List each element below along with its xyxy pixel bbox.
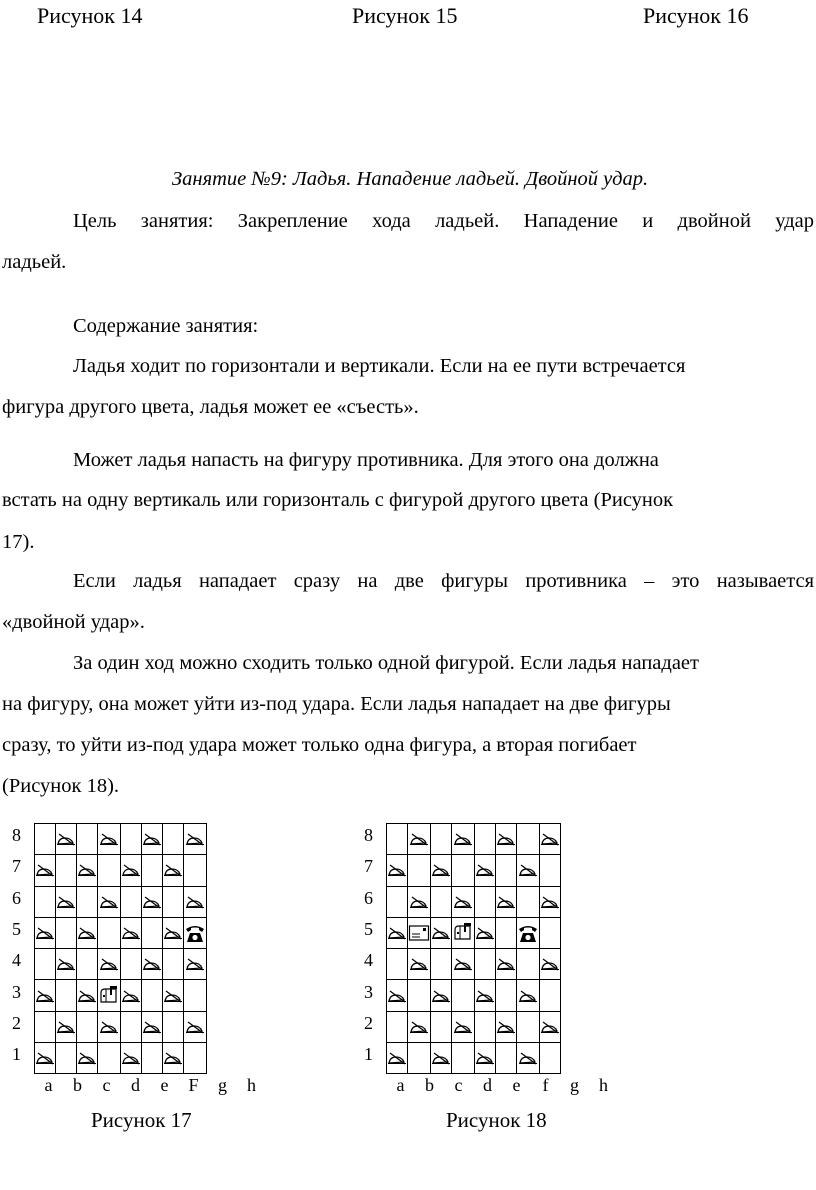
square-c8 <box>77 824 98 855</box>
square-mark-icon <box>518 989 538 1003</box>
square-mark-icon <box>540 957 560 971</box>
paragraph-1-line-1: Ладья ходит по горизонтали и вертикали. Если на ее пути встречается <box>73 355 686 377</box>
mailbox-icon <box>452 922 474 944</box>
square-mark-icon <box>56 1020 76 1034</box>
square-a4 <box>35 949 56 980</box>
square-h8 <box>540 824 561 855</box>
square-h1 <box>184 1043 207 1074</box>
file-label: F <box>188 1075 199 1095</box>
rank-label: 2 <box>364 1012 373 1033</box>
square-f1 <box>496 1043 517 1074</box>
rank-label: 4 <box>12 950 21 971</box>
square-e5 <box>475 917 496 948</box>
square-mark-icon <box>77 1051 97 1065</box>
square-mark-icon <box>518 863 538 877</box>
square-a7 <box>387 855 408 886</box>
square-e8 <box>121 824 142 855</box>
square-a4 <box>387 949 408 980</box>
square-mark-icon <box>453 895 473 909</box>
square-e6 <box>121 886 142 917</box>
mailbox-icon <box>98 985 120 1007</box>
paragraph-3-line-1: Если ладья нападает сразу на две фигуры противника – это называется <box>73 570 814 592</box>
square-e3 <box>475 980 496 1011</box>
square-b5 <box>408 917 431 948</box>
square-mark-icon <box>540 832 560 846</box>
square-b3 <box>56 980 77 1011</box>
square-mark-icon <box>475 926 495 940</box>
square-c2 <box>431 1011 452 1042</box>
square-mark-icon <box>77 989 97 1003</box>
file-label: e <box>512 1075 521 1095</box>
square-mark-icon <box>518 1051 538 1065</box>
square-a3 <box>35 980 56 1011</box>
square-mark-icon <box>185 957 205 971</box>
square-g4 <box>517 949 540 980</box>
square-c1 <box>77 1043 98 1074</box>
square-mark-icon <box>163 1051 183 1065</box>
square-mark-icon <box>121 1051 141 1065</box>
square-a5 <box>35 917 56 948</box>
rank-label: 1 <box>364 1044 373 1065</box>
square-h3 <box>184 980 207 1011</box>
square-h5 <box>184 917 207 948</box>
telephone-icon <box>184 922 206 944</box>
square-mark-icon <box>496 895 516 909</box>
square-mark-icon <box>99 1020 119 1034</box>
square-d5 <box>98 917 121 948</box>
square-g4 <box>163 949 184 980</box>
square-h1 <box>540 1043 561 1074</box>
square-mark-icon <box>453 1020 473 1034</box>
square-h5 <box>540 917 561 948</box>
figure-caption-15: Рисунок 15 <box>352 3 458 28</box>
square-e3 <box>121 980 142 1011</box>
square-mark-icon <box>142 957 162 971</box>
rank-label: 6 <box>12 887 21 908</box>
square-mark-icon <box>56 957 76 971</box>
rank-label: 8 <box>12 825 21 845</box>
square-d8 <box>452 824 475 855</box>
square-mark-icon <box>387 989 407 1003</box>
square-h4 <box>184 949 207 980</box>
square-g5 <box>163 917 184 948</box>
square-h7 <box>184 855 207 886</box>
telephone-icon <box>517 922 539 944</box>
square-d7 <box>452 855 475 886</box>
square-mark-icon <box>431 1051 451 1065</box>
board-caption-18: Рисунок 18 <box>446 1108 547 1132</box>
rank-label: 5 <box>364 918 373 939</box>
square-e6 <box>475 886 496 917</box>
square-b2 <box>56 1011 77 1042</box>
square-mark-icon <box>409 895 429 909</box>
square-f6 <box>496 886 517 917</box>
file-label: d <box>483 1075 492 1095</box>
square-mark-icon <box>409 1020 429 1034</box>
square-mark-icon <box>185 1020 205 1034</box>
square-c4 <box>431 949 452 980</box>
square-d2 <box>452 1011 475 1042</box>
square-e7 <box>475 855 496 886</box>
square-b1 <box>56 1043 77 1074</box>
square-f3 <box>142 980 163 1011</box>
square-h4 <box>540 949 561 980</box>
file-label: a <box>44 1075 53 1095</box>
rank-label: 3 <box>12 981 21 1002</box>
square-e2 <box>121 1011 142 1042</box>
square-g7 <box>517 855 540 886</box>
square-d5 <box>452 917 475 948</box>
lesson-title: Занятие №9: Ладья. Нападение ладьей. Двойной удар. <box>172 168 649 190</box>
rank-label: 7 <box>364 856 373 877</box>
square-g8 <box>163 824 184 855</box>
square-e4 <box>121 949 142 980</box>
board-grid <box>386 823 561 1074</box>
square-d7 <box>98 855 121 886</box>
figure-caption-16: Рисунок 16 <box>643 3 749 28</box>
square-mark-icon <box>185 895 205 909</box>
square-f8 <box>496 824 517 855</box>
rank-label: 6 <box>364 887 373 908</box>
square-mark-icon <box>163 989 183 1003</box>
rank-label: 4 <box>364 950 373 971</box>
square-b4 <box>56 949 77 980</box>
square-d8 <box>98 824 121 855</box>
square-e2 <box>475 1011 496 1042</box>
square-c5 <box>77 917 98 948</box>
goal-line-2: ладьей. <box>2 251 67 273</box>
square-f7 <box>142 855 163 886</box>
square-a2 <box>387 1011 408 1042</box>
square-mark-icon <box>496 1020 516 1034</box>
file-label: c <box>102 1075 111 1095</box>
file-label: e <box>160 1075 169 1095</box>
square-a8 <box>387 824 408 855</box>
file-label: b <box>425 1075 434 1095</box>
square-mark-icon <box>409 957 429 971</box>
square-e1 <box>121 1043 142 1074</box>
square-h3 <box>540 980 561 1011</box>
square-e4 <box>475 949 496 980</box>
square-a6 <box>387 886 408 917</box>
square-h2 <box>184 1011 207 1042</box>
rank-label: 2 <box>12 1012 21 1033</box>
square-a1 <box>35 1043 56 1074</box>
square-f5 <box>496 917 517 948</box>
square-g1 <box>163 1043 184 1074</box>
square-h2 <box>540 1011 561 1042</box>
square-e1 <box>475 1043 496 1074</box>
square-h6 <box>540 886 561 917</box>
square-mark-icon <box>453 957 473 971</box>
square-f4 <box>496 949 517 980</box>
square-c4 <box>77 949 98 980</box>
square-a1 <box>387 1043 408 1074</box>
square-g6 <box>163 886 184 917</box>
file-label: b <box>73 1075 82 1095</box>
square-f7 <box>496 855 517 886</box>
square-mark-icon <box>475 1051 495 1065</box>
file-label: g <box>570 1075 579 1095</box>
square-mark-icon <box>431 989 451 1003</box>
file-label: f <box>542 1075 549 1095</box>
square-mark-icon <box>56 832 76 846</box>
square-mark-icon <box>453 832 473 846</box>
square-f2 <box>496 1011 517 1042</box>
square-mark-icon <box>142 895 162 909</box>
paragraph-2-line-3: 17). <box>2 531 35 553</box>
square-mark-icon <box>185 832 205 846</box>
square-mark-icon <box>35 989 55 1003</box>
square-g5 <box>517 917 540 948</box>
rank-label: 7 <box>12 856 21 877</box>
square-mark-icon <box>475 989 495 1003</box>
square-mark-icon <box>142 832 162 846</box>
board-caption-17: Рисунок 17 <box>91 1108 192 1132</box>
rank-label: 3 <box>364 981 373 1002</box>
square-b5 <box>56 917 77 948</box>
square-d1 <box>98 1043 121 1074</box>
square-c3 <box>431 980 452 1011</box>
square-e8 <box>475 824 496 855</box>
square-g2 <box>517 1011 540 1042</box>
rank-label: 8 <box>364 825 373 845</box>
square-f3 <box>496 980 517 1011</box>
square-mark-icon <box>475 863 495 877</box>
square-g7 <box>163 855 184 886</box>
square-mark-icon <box>540 895 560 909</box>
paragraph-3-line-2: «двойной удар». <box>2 611 145 633</box>
square-mark-icon <box>496 832 516 846</box>
square-g8 <box>517 824 540 855</box>
square-mark-icon <box>540 1020 560 1034</box>
square-mark-icon <box>35 863 55 877</box>
paragraph-4-line-3: сразу, то уйти из-под удара может только одна фигура, а вторая погибает <box>2 734 637 756</box>
square-b4 <box>408 949 431 980</box>
file-label: h <box>599 1075 608 1095</box>
file-label: d <box>131 1075 140 1095</box>
square-c1 <box>431 1043 452 1074</box>
square-mark-icon <box>431 863 451 877</box>
square-h7 <box>540 855 561 886</box>
square-mark-icon <box>387 863 407 877</box>
paragraph-1-line-2: фигура другого цвета, ладья может ее «съесть». <box>2 396 419 418</box>
square-mark-icon <box>121 863 141 877</box>
square-c7 <box>431 855 452 886</box>
paragraph-2-line-2: встать на одну вертикаль или горизонталь с фигурой другого цвета (Рисунок <box>2 489 674 511</box>
square-e7 <box>121 855 142 886</box>
square-mark-icon <box>163 863 183 877</box>
square-mark-icon <box>35 926 55 940</box>
square-c3 <box>77 980 98 1011</box>
rank-label: 5 <box>12 918 21 939</box>
square-b6 <box>56 886 77 917</box>
square-mark-icon <box>387 926 407 940</box>
square-d4 <box>98 949 121 980</box>
square-mark-icon <box>99 832 119 846</box>
file-label: a <box>396 1075 405 1095</box>
square-mark-icon <box>121 989 141 1003</box>
square-g2 <box>163 1011 184 1042</box>
square-mark-icon <box>387 1051 407 1065</box>
square-a6 <box>35 886 56 917</box>
square-d6 <box>98 886 121 917</box>
square-d2 <box>98 1011 121 1042</box>
square-mark-icon <box>431 926 451 940</box>
square-e5 <box>121 917 142 948</box>
square-c8 <box>431 824 452 855</box>
square-g3 <box>517 980 540 1011</box>
square-a2 <box>35 1011 56 1042</box>
paragraph-4-line-4: (Рисунок 18). <box>2 775 120 797</box>
square-b7 <box>56 855 77 886</box>
board-grid <box>34 823 207 1074</box>
paragraph-4-line-2: на фигуру, она может уйти из-под удара. Если ладья нападает на две фигуры <box>2 693 671 715</box>
goal-line-1: Цель занятия: Закрепление хода ладьей. Нападение и двойной удар <box>73 210 814 232</box>
square-d6 <box>452 886 475 917</box>
square-d3 <box>98 980 121 1011</box>
square-c6 <box>77 886 98 917</box>
square-h6 <box>184 886 207 917</box>
square-mark-icon <box>163 926 183 940</box>
content-label: Содержание занятия: <box>73 315 259 337</box>
square-h8 <box>184 824 207 855</box>
square-d4 <box>452 949 475 980</box>
square-d3 <box>452 980 475 1011</box>
square-mark-icon <box>77 926 97 940</box>
square-mark-icon <box>121 926 141 940</box>
square-d1 <box>452 1043 475 1074</box>
square-mark-icon <box>142 1020 162 1034</box>
square-f1 <box>142 1043 163 1074</box>
square-c2 <box>77 1011 98 1042</box>
square-f5 <box>142 917 163 948</box>
figure-caption-14: Рисунок 14 <box>37 3 143 28</box>
square-f2 <box>142 1011 163 1042</box>
square-a7 <box>35 855 56 886</box>
square-mark-icon <box>56 895 76 909</box>
square-c5 <box>431 917 452 948</box>
paragraph-2-line-1: Может ладья напасть на фигуру противника. Для этого она должна <box>73 449 659 471</box>
square-a3 <box>387 980 408 1011</box>
square-b6 <box>408 886 431 917</box>
square-mark-icon <box>35 1051 55 1065</box>
file-label: h <box>247 1075 256 1095</box>
square-mark-icon <box>99 895 119 909</box>
square-f4 <box>142 949 163 980</box>
square-g3 <box>163 980 184 1011</box>
square-mark-icon <box>496 957 516 971</box>
square-g1 <box>517 1043 540 1074</box>
square-b7 <box>408 855 431 886</box>
square-b1 <box>408 1043 431 1074</box>
square-f8 <box>142 824 163 855</box>
square-mark-icon <box>99 957 119 971</box>
square-c7 <box>77 855 98 886</box>
square-g6 <box>517 886 540 917</box>
square-b8 <box>56 824 77 855</box>
square-b3 <box>408 980 431 1011</box>
square-mark-icon <box>77 863 97 877</box>
paragraph-4-line-1: За один ход можно сходить только одной фигурой. Если ладья нападает <box>73 652 699 674</box>
square-c6 <box>431 886 452 917</box>
square-f6 <box>142 886 163 917</box>
square-mark-icon <box>409 832 429 846</box>
file-label: c <box>454 1075 463 1095</box>
square-b8 <box>408 824 431 855</box>
rank-label: 1 <box>12 1044 21 1065</box>
square-b2 <box>408 1011 431 1042</box>
envelope-icon <box>408 922 430 944</box>
square-a5 <box>387 917 408 948</box>
square-a8 <box>35 824 56 855</box>
file-label: g <box>218 1075 227 1095</box>
